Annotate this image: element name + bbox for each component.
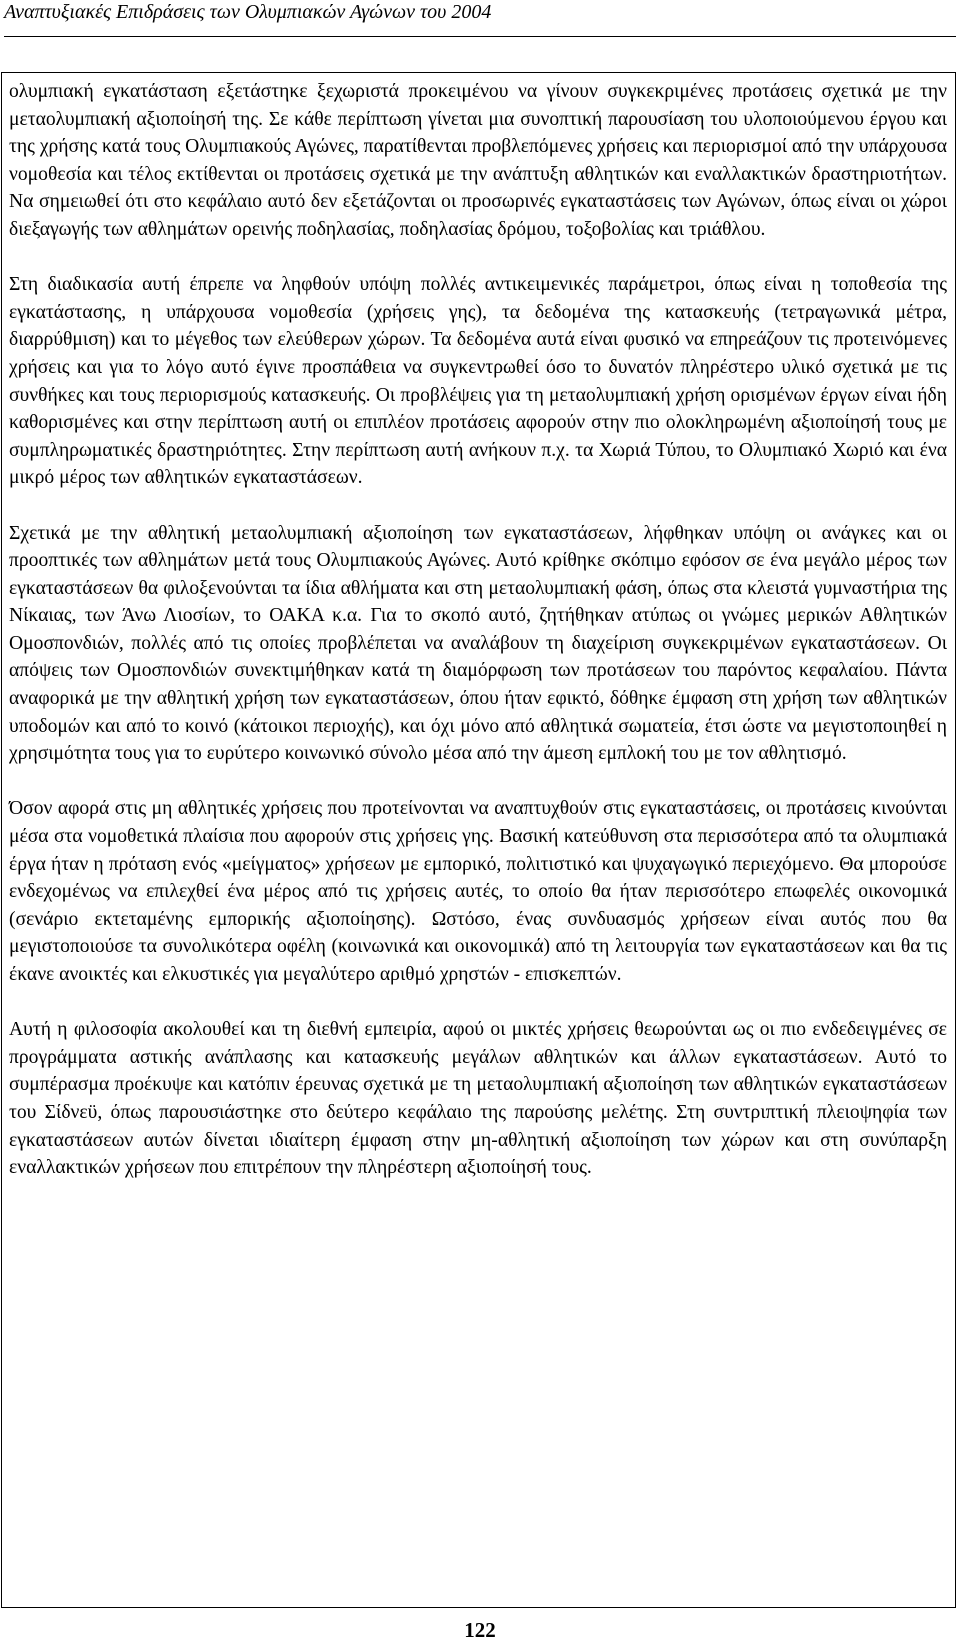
page-number: 122 xyxy=(464,1618,496,1642)
paragraph: Αυτή η φιλοσοφία ακολουθεί και τη διεθνή εμπειρία, αφού οι μικτές χρήσεις θεωρούνται ως οι πιο ενδεδειγμένες σε προγράμματα αστικής ανάπλασης και κατασκευής μεγάλων αθλητικών και άλλων εγκαταστάσεων. Αυτό το συμπέρασμα προέκυψε και κατόπιν έρευνας σχετικά με τη μεταολυμπιακή αξιοποίηση των αθλητικών εγκαταστάσεων του Σίδνεϋ, όπως παρουσιάστηκε στο δεύτερο κεφάλαιο της παρούσης μελέτης. Στη συντριπτική πλειοψηφία των εγκαταστάσεων αυτών δίνεται ιδιαίτερη έμφαση στην μη-αθλητική αξιοποίηση των χώρων και στη συνύπαρξη εναλλακτικών χρήσεων που επιτρέπουν την πληρέστερη αξιοποίησή τους. xyxy=(9,1019,947,1179)
paragraph: Όσον αφορά στις μη αθλητικές χρήσεις που προτείνονται να αναπτυχθούν στις εγκαταστάσεις, οι προτάσεις κινούνται μέσα στα νομοθετικά πλαίσια που αφορούν στις χρήσεις γης. Βασική κατεύθυνση στα περισσότερα από τα ολυμπιακά έργα ήταν η πρόταση ενός «μείγματος» χρήσεων με εμπορικό, πολιτιστικό και ψυχαγωγικό περιεχόμενο. Θα μπορούσε ενδεχομένως να επιλεχθεί ένα μέρος από τις χρήσεις αυτές, το οποίο θα ήταν περισσότερο επωφελές οικονομικά (σενάριο εκτεταμένης εμπορικής αξιοποίησης). Ωστόσο, ένας συνδυασμός χρήσεων είναι αυτός που θα μεγιστοποιούσε τα συνολικότερα οφέλη (κοινωνικά και οικονομικά) από τη λειτουργία των εγκαταστάσεων και θα τις έκανε ανοικτές και ελκυστικές για μεγαλύτερο αριθμό χρηστών - επισκεπτών. xyxy=(9,798,947,985)
body-text xyxy=(9,78,947,1182)
paragraph: ολυμπιακή εγκατάσταση εξετάστηκε ξεχωριστά προκειμένου να γίνουν συγκεκριμένες προτάσεις σχετικά με την μεταολυμπιακή αξιοποίησή της. Σε κάθε περίπτωση γίνεται μια συνοπτική παρουσίαση του υλοποιούμενου έργου και της χρήσης κατά τους Ολυμπιακούς Αγώνες, παρατίθενται προβλεπόμενες χρήσεις και περιορισμοί από την υπάρχουσα νομοθεσία και τέλος εκτίθενται οι προτάσεις σχετικά με την ανάπτυξη αθλητικών και εναλλακτικών δραστηριοτήτων. Να σημειωθεί ότι στο κεφάλαιο αυτό δεν εξετάζονται οι προσωρινές εγκαταστάσεις των Αγώνων, όπως είναι οι χώροι διεξαγωγής των αθλημάτων ορεινής ποδηλασίας, ποδηλασίας δρόμου, τοξοβολίας και τριάθλου. xyxy=(9,81,947,240)
paragraph: Στη διαδικασία αυτή έπρεπε να ληφθούν υπόψη πολλές αντικειμενικές παράμετροι, όπως είναι η τοποθεσία της εγκατάστασης, η υπάρχουσα νομοθεσία (χρήσεις γης), τα δεδομένα της κατασκευής (τετραγωνικά μέτρα, διαρρύθμιση) και το μέγεθος των ελεύθερων χώρων. Τα δεδομένα αυτά είναι φυσικό να επηρεάζουν τις προτεινόμενες χρήσεις και για το λόγο αυτό έγινε προσπάθεια να συγκεντρωθεί όσο το δυνατόν πληρέστερο υλικό σχετικά με τις συνθήκες και τους περιορισμούς κατασκευής. Οι προβλέψεις για τη μεταολυμπιακή χρήση ορισμένων έργων είναι ήδη καθορισμένες και στην περίπτωση αυτή οι επιπλέον προτάσεις αφορούν στην πιο ολοκληρωμένη αξιοποίησή τους με συμπληρωματικές δραστηριότητες. Στην περίπτωση αυτή ανήκουν π.χ. τα Χωριά Τύπου, το Ολυμπιακό Χωριό και ένα μικρό μέρος των αθλητικών εγκαταστάσεων. xyxy=(9,274,947,489)
running-header: Αναπτυξιακές Επιδράσεις των Ολυμπιακών Αγώνων του 2004 xyxy=(4,1,492,23)
paragraph: Σχετικά με την αθλητική μεταολυμπιακή αξιοποίηση των εγκαταστάσεων, λήφθηκαν υπόψη οι ανάγκες και οι προοπτικές των αθλημάτων μετά τους Ολυμπιακούς Αγώνες. Αυτό κρίθηκε σκόπιμο εφόσον σε ένα μεγάλο μέρος των εγκαταστάσεων θα φιλοξενούνται τα ίδια αθλήματα και στη μεταολυμπιακή φάση, όπως στα κλειστά γυμναστήρια της Νίκαιας, των Άνω Λιοσίων, το ΟΑΚΑ κ.α. Για το σκοπό αυτό, ζητήθηκαν ατύπως οι γνώμες μερικών Αθλητικών Ομοσπονδιών, πολλές από τις οποίες προβλέπεται να αναλάβουν τη διαχείριση συγκεκριμένων εγκαταστάσεων. Οι απόψεις των Ομοσπονδιών συνεκτιμήθηκαν κατά τη διαμόρφωση των προτάσεων του παρόντος κεφαλαίου. Πάντα αναφορικά με την αθλητική χρήση των εγκαταστάσεων, όπου ήταν εφικτό, δόθηκε έμφαση στη χρήση των αθλητικών υποδομών και από το κοινό (κάτοικοι περιοχής), και όχι μόνο από αθλητικά σωματεία, έτσι ώστε να μεγιστοποιηθεί η χρησιμότητα τους για το ευρύτερο κοινωνικό σύνολο μέσα από την άμεση εμπλοκή του με τον αθλητισμό. xyxy=(9,522,947,765)
header-divider xyxy=(4,36,956,37)
